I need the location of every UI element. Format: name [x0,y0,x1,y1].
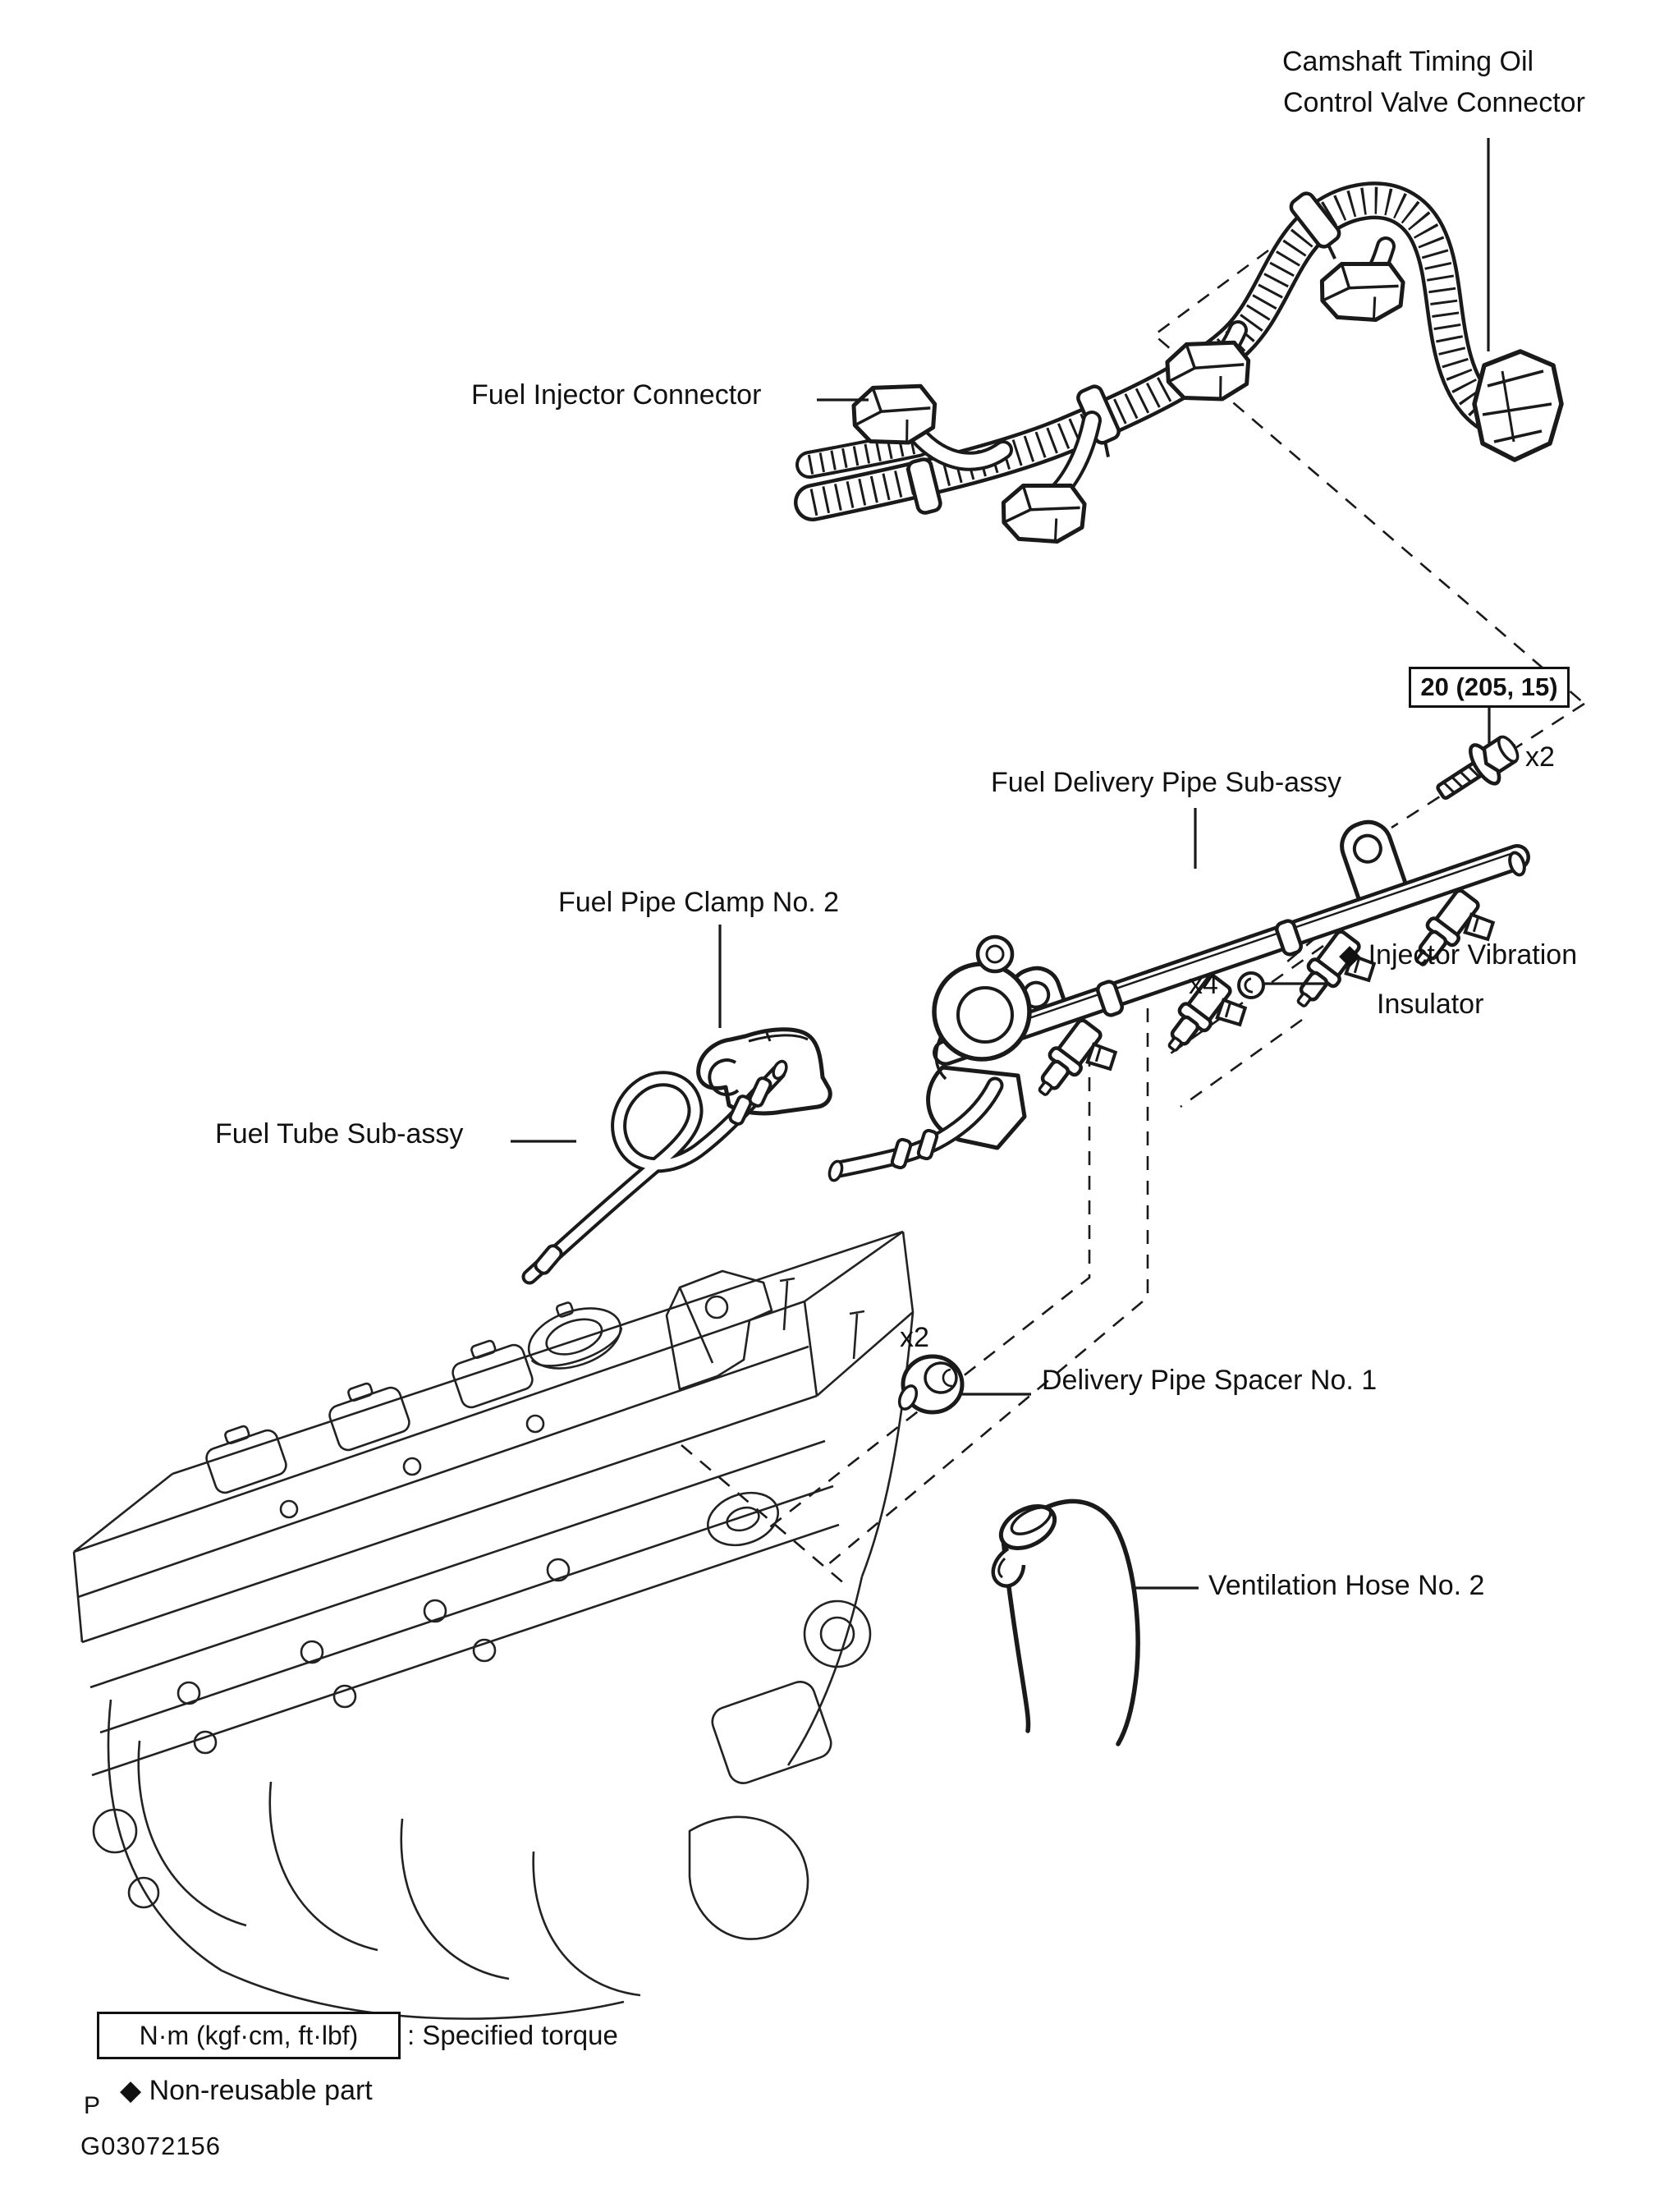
qty-insulator-x4: x4 [1189,969,1218,1000]
label-fuel-tube: Fuel Tube Sub-assy [215,1118,464,1150]
qty-bolt-x2: x2 [1525,741,1555,773]
spark-tube-opening [701,1484,786,1553]
label-fuel-injector-connector: Fuel Injector Connector [471,379,762,411]
legend-non-reusable: ◆ Non-reusable part [120,2075,373,2106]
qty-spacer-x2: x2 [900,1322,929,1353]
label-injector-vibration-line2: Insulator [1377,989,1484,1020]
injector-vibration-insulator [1239,973,1263,998]
delivery-pipe-spacer [896,1356,962,1412]
ventilation-hose [993,1498,1138,1744]
label-camshaft-ocv-line2: Control Valve Connector [1283,87,1585,118]
label-fuel-delivery-pipe: Fuel Delivery Pipe Sub-assy [991,767,1342,798]
camshaft-ocv-connector-plug [1474,351,1561,460]
figure-id: G03072156 [80,2132,222,2160]
oil-filler-cap [518,1289,629,1380]
page-marker: P [84,2092,101,2119]
fuel-tube [530,1059,789,1277]
fuel-injector-connector-plug [1001,480,1089,547]
hose-clamp [993,1498,1061,1586]
injector-wire-harness [809,190,1561,547]
engine-assembly-drawing [74,1232,913,2019]
label-ventilation-hose: Ventilation Hose No. 2 [1208,1570,1485,1601]
fuel-injector-connector-plug [1319,258,1407,325]
label-camshaft-ocv-line1: Camshaft Timing Oil [1282,46,1534,77]
label-fuel-pipe-clamp: Fuel Pipe Clamp No. 2 [558,887,840,918]
label-delivery-pipe-spacer: Delivery Pipe Spacer No. 1 [1042,1365,1378,1396]
legend-torque-box: N·m (kgf·cm, ft·lbf) [97,2012,401,2059]
label-injector-vibration-line1: ◆ Injector Vibration [1339,939,1578,971]
delivery-pipe-bolt [1428,727,1525,811]
torque-spec-box: 20 (205, 15) [1409,667,1570,708]
legend-torque-desc: : Specified torque [407,2020,618,2050]
